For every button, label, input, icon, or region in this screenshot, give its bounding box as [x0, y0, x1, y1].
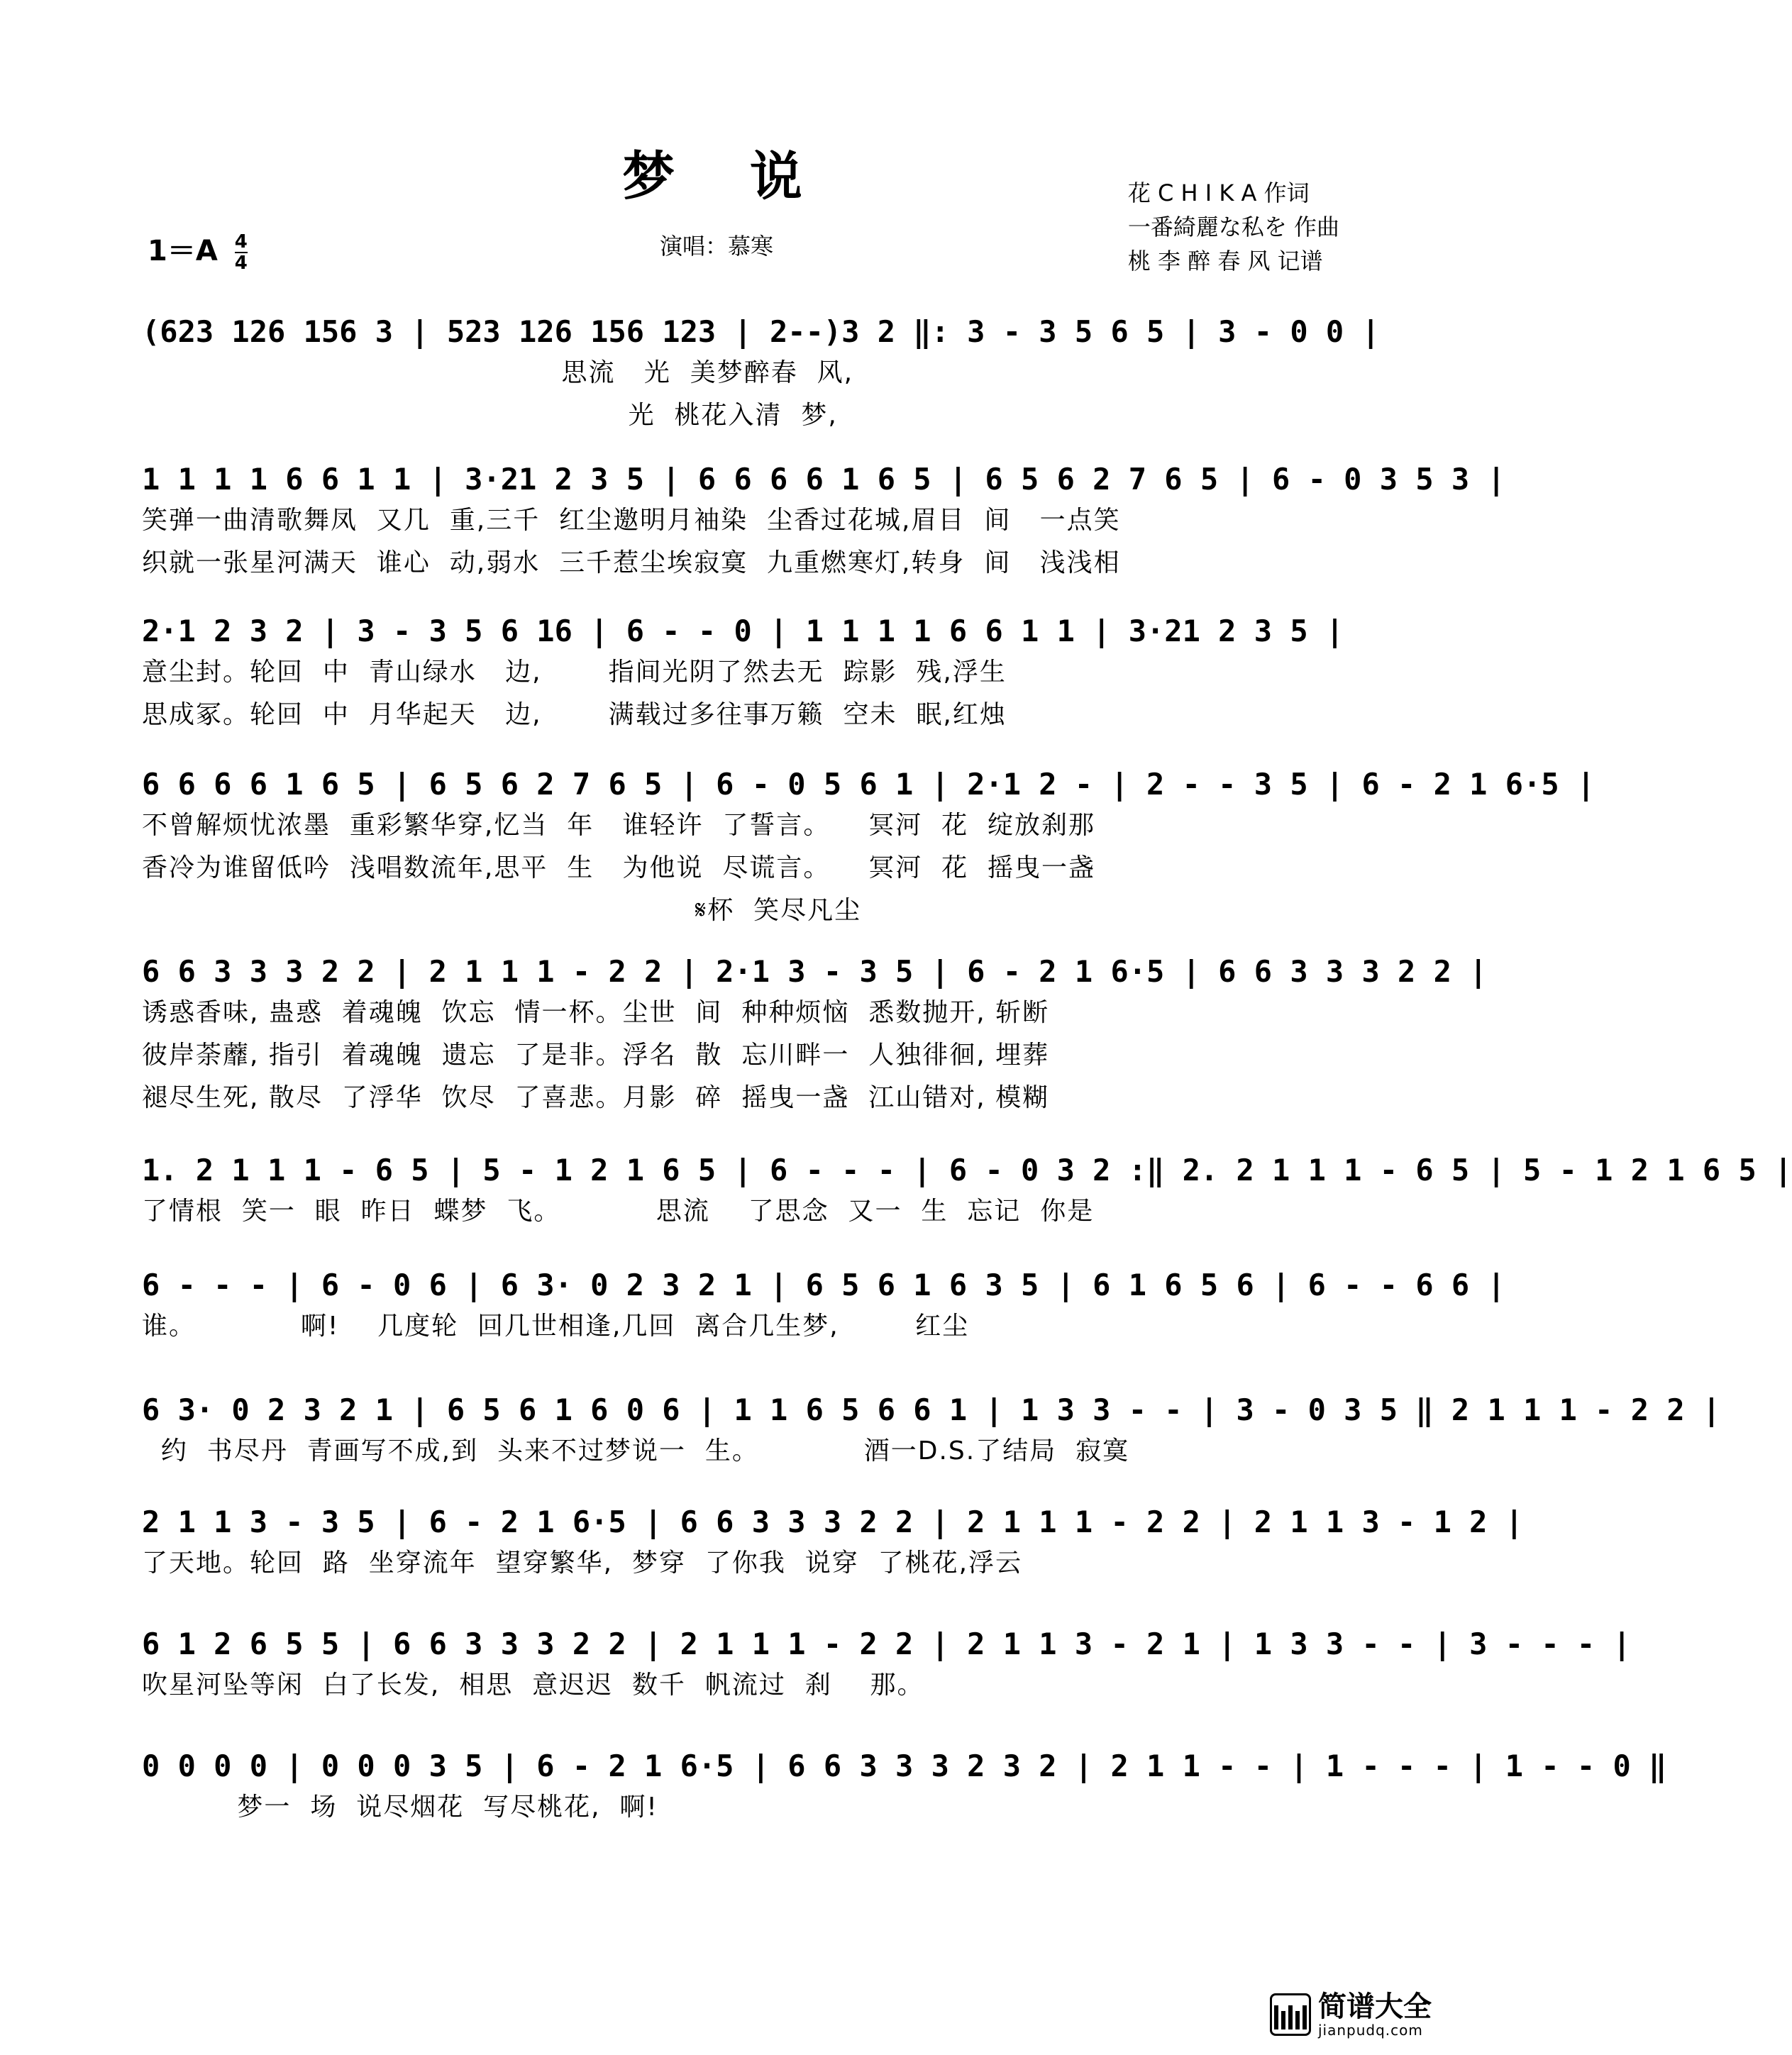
- score-system-1: [142, 312, 1380, 437]
- score-system-5: [142, 952, 1488, 1119]
- score-system-4: [142, 765, 1595, 932]
- lyrics-line: 了情根 笑一 眼 昨日 蝶梦 飞。 思流 了思念 又一 生 忘记 你是: [142, 1197, 1095, 1226]
- lyrics-line: 香冷为谁留低吟 浅唱数流年,思平 生 为他说 尽谎言。 冥河 花 摇曳一盏: [142, 853, 1095, 882]
- score-system-9: [142, 1502, 1524, 1585]
- transcriber-credit: 桃 李 醉 春 风 记谱: [1127, 248, 1323, 275]
- piano-icon: [1270, 1993, 1311, 2036]
- key-signature: 1＝A: [148, 235, 218, 267]
- lyrics-line: 思成冢。轮回 中 月华起天 边, 满载过多往事万籁 空未 眠,红烛: [142, 700, 1007, 729]
- score-system-7: [142, 1265, 1505, 1348]
- lyrics-line: 𝄋杯 笑尽凡尘: [142, 896, 862, 925]
- lyrics-line: 不曾解烦忧浓墨 重彩繁华穿,忆当 年 谁轻许 了誓言。 冥河 花 绽放刹那: [142, 811, 1095, 840]
- lyrics-line: 彼岸荼蘼, 指引 着魂魄 遗忘 了是非。浮名 散 忘川畔一 人独徘徊, 埋葬: [142, 1041, 1050, 1070]
- notation-line: 6 6 3 3 3 2 2 | 2 1 1 1 - 2 2 | 2·1 3 - 3 5 | 6 - 2 1 6·5 | 6 6 3 3 3 2 2 |: [142, 954, 1488, 989]
- logo-text: [1318, 1991, 1432, 2038]
- score-system-6: [142, 1151, 1792, 1233]
- notation-line: 2·1 2 3 2 | 3 - 3 5 6 16 | 6 - - 0 | 1 1 1 1 6 6 1 1 | 3·21 2 3 5 |: [142, 614, 1344, 648]
- score-system-3: [142, 611, 1344, 736]
- notation-line: 6 6 6 6 1 6 5 | 6 5 6 2 7 6 5 | 6 - 0 5 6 1 | 2·1 2 - | 2 - - 3 5 | 6 - 2 1 6·5 |: [142, 767, 1595, 802]
- notation-line: (623 126 156 3 | 523 126 156 123 | 2--)3 2 ‖: 3 - 3 5 6 5 | 3 - 0 0 |: [142, 314, 1380, 349]
- time-signature: [235, 232, 248, 273]
- score-system-8: [142, 1390, 1721, 1473]
- score-system-10: [142, 1624, 1631, 1707]
- lyrics-line: 笑弹一曲清歌舞凤 又几 重,三千 红尘邀明月袖染 尘香过花城,眉目 间 一点笑: [142, 506, 1121, 535]
- key-signature-block: [148, 228, 248, 274]
- credits-block: [1128, 176, 1339, 278]
- composer-credit: 一番綺麗な私を 作曲: [1127, 214, 1339, 240]
- score-system-2: [142, 460, 1505, 585]
- logo-name: 简谱大全: [1318, 1990, 1432, 2023]
- time-signature-denominator: 4: [234, 253, 248, 274]
- lyrics-line: 约 书尽丹 青画写不成,到 头来不过梦说一 生。 酒一D.S.了结局 寂寞: [142, 1436, 1130, 1466]
- lyrics-line: 谁。 啊! 几度轮 回几世相逢,几回 离合几生梦, 红尘: [142, 1312, 970, 1341]
- lyrics-line: 吹星河坠等闲 白了长发, 相思 意迟迟 数千 帆流过 刹 那。: [142, 1671, 924, 1700]
- notation-line: 6 1 2 6 5 5 | 6 6 3 3 3 2 2 | 2 1 1 1 - 2 2 | 2 1 1 3 - 2 1 | 1 3 3 - - | 3 - - - |: [142, 1627, 1631, 1661]
- lyricist-credit: 花 C H I K A 作词: [1127, 179, 1310, 206]
- site-logo: [1270, 1991, 1432, 2038]
- logo-url: jianpudq.com: [1318, 2022, 1423, 2039]
- lyrics-line: 诱惑香味, 蛊惑 着魂魄 饮忘 情一杯。尘世 间 种种烦恼 悉数抛开, 斩断: [142, 998, 1050, 1027]
- lyrics-line: 意尘封。轮回 中 青山绿水 边, 指间光阴了然去无 踪影 残,浮生: [142, 658, 1007, 687]
- notation-line: 1. 2 1 1 1 - 6 5 | 5 - 1 2 1 6 5 | 6 - - - | 6 - 0 3 2 :‖ 2. 2 1 1 1 - 6 5 | 5 - 1 2 1 6 5 |: [142, 1153, 1792, 1187]
- notation-line: 6 - - - | 6 - 0 6 | 6 3· 0 2 3 2 1 | 6 5 6 1 6 3 5 | 6 1 6 5 6 | 6 - - 6 6 |: [142, 1268, 1505, 1302]
- notation-line: 1 1 1 1 6 6 1 1 | 3·21 2 3 5 | 6 6 6 6 1 6 5 | 6 5 6 2 7 6 5 | 6 - 0 3 5 3 |: [142, 462, 1505, 497]
- lyrics-line: 了天地。轮回 路 坐穿流年 望穿繁华, 梦穿 了你我 说穿 了桃花,浮云: [142, 1549, 1023, 1578]
- lyrics-line: 梦一 场 说尽烟花 写尽桃花, 啊!: [142, 1793, 658, 1822]
- notation-line: 6 3· 0 2 3 2 1 | 6 5 6 1 6 0 6 | 1 1 6 5 6 6 1 | 1 3 3 - - | 3 - 0 3 5 ‖ 2 1 1 1 - 2 2 |: [142, 1392, 1721, 1427]
- notation-line: 0 0 0 0 | 0 0 0 3 5 | 6 - 2 1 6·5 | 6 6 3 3 3 2 3 2 | 2 1 1 - - | 1 - - - | 1 - - 0 ‖: [142, 1749, 1667, 1783]
- time-signature-numerator: 4: [234, 231, 248, 253]
- notation-line: 2 1 1 3 - 3 5 | 6 - 2 1 6·5 | 6 6 3 3 3 2 2 | 2 1 1 1 - 2 2 | 2 1 1 3 - 1 2 |: [142, 1505, 1524, 1539]
- singer-credit: 演唱：慕寒: [660, 233, 774, 260]
- score-system-11: [142, 1746, 1667, 1829]
- lyrics-line: 褪尽生死, 散尽 了浮华 饮尽 了喜悲。月影 碎 摇曳一盏 江山错对, 模糊: [142, 1083, 1050, 1112]
- song-title: 梦 说: [622, 146, 831, 207]
- lyrics-line: 织就一张星河满天 谁心 动,弱水 三千惹尘埃寂寞 九重燃寒灯,转身 间 浅浅相: [142, 548, 1121, 577]
- lyrics-line: 思流 光 美梦醉春 风,: [142, 358, 854, 387]
- lyrics-line: 光 桃花入清 梦,: [142, 401, 838, 430]
